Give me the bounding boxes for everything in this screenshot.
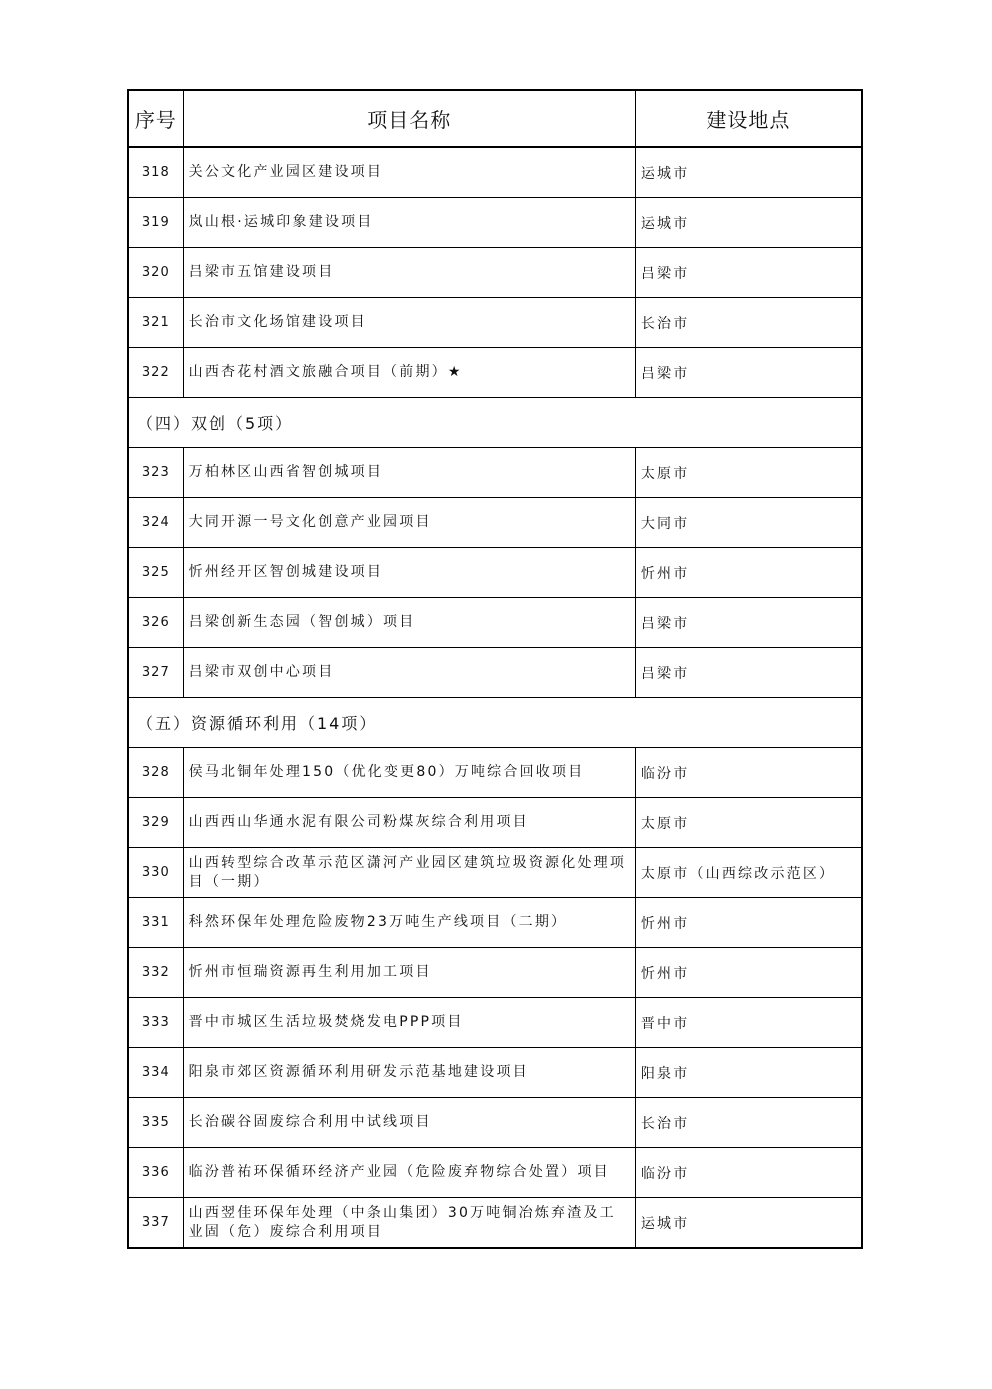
row-number: 329 (128, 798, 183, 848)
project-location: 运城市 (635, 147, 862, 198)
project-location: 长治市 (635, 1098, 862, 1148)
project-location: 阳泉市 (635, 1048, 862, 1098)
table-row (128, 1048, 862, 1098)
header-no: 序号 (128, 90, 183, 147)
project-name: 吕梁创新生态园（智创城）项目 (183, 598, 635, 648)
project-location: 吕梁市 (635, 648, 862, 698)
table-row (128, 147, 862, 198)
project-name: 临汾普祐环保循环经济产业园（危险废弃物综合处置）项目 (183, 1148, 635, 1198)
row-number: 328 (128, 748, 183, 798)
table-row (128, 198, 862, 248)
row-number: 323 (128, 448, 183, 498)
row-number: 334 (128, 1048, 183, 1098)
project-location: 太原市（山西综改示范区） (635, 848, 862, 898)
project-location: 临汾市 (635, 748, 862, 798)
row-number: 319 (128, 198, 183, 248)
project-name: 大同开源一号文化创意产业园项目 (183, 498, 635, 548)
row-number: 332 (128, 948, 183, 998)
row-number: 333 (128, 998, 183, 1048)
project-name: 吕梁市五馆建设项目 (183, 248, 635, 298)
section-title: （五）资源循环利用（14项） (128, 698, 862, 748)
project-location: 太原市 (635, 798, 862, 848)
project-location: 忻州市 (635, 898, 862, 948)
row-number: 330 (128, 848, 183, 898)
project-location: 忻州市 (635, 948, 862, 998)
project-name: 山西翌佳环保年处理（中条山集团）30万吨铜冶炼弃渣及工业固（危）废综合利用项目 (183, 1198, 635, 1249)
table-header (128, 90, 862, 147)
project-location: 忻州市 (635, 548, 862, 598)
project-name: 忻州市恒瑞资源再生利用加工项目 (183, 948, 635, 998)
project-location: 吕梁市 (635, 248, 862, 298)
project-name: 侯马北铜年处理150（优化变更80）万吨综合回收项目 (183, 748, 635, 798)
project-name: 岚山根·运城印象建设项目 (183, 198, 635, 248)
project-location: 吕梁市 (635, 348, 862, 398)
table-row (128, 498, 862, 548)
table-row (128, 648, 862, 698)
header-name: 项目名称 (183, 90, 635, 147)
table-row (128, 998, 862, 1048)
row-number: 320 (128, 248, 183, 298)
table-row (128, 848, 862, 898)
row-number: 336 (128, 1148, 183, 1198)
project-name: 晋中市城区生活垃圾焚烧发电PPP项目 (183, 998, 635, 1048)
project-location: 运城市 (635, 1198, 862, 1249)
project-table (127, 89, 863, 1249)
project-location: 长治市 (635, 298, 862, 348)
project-location: 临汾市 (635, 1148, 862, 1198)
project-name: 山西西山华通水泥有限公司粉煤灰综合利用项目 (183, 798, 635, 848)
row-number: 321 (128, 298, 183, 348)
table-row (128, 748, 862, 798)
section-row (128, 698, 862, 748)
project-name: 万柏林区山西省智创城项目 (183, 448, 635, 498)
project-name: 吕梁市双创中心项目 (183, 648, 635, 698)
table-row (128, 798, 862, 848)
table-row (128, 1198, 862, 1249)
project-name: 忻州经开区智创城建设项目 (183, 548, 635, 598)
project-name: 山西转型综合改革示范区潇河产业园区建筑垃圾资源化处理项目（一期） (183, 848, 635, 898)
project-name: 阳泉市郊区资源循环利用研发示范基地建设项目 (183, 1048, 635, 1098)
header-location: 建设地点 (635, 90, 862, 147)
project-name: 长治市文化场馆建设项目 (183, 298, 635, 348)
table-row (128, 1148, 862, 1198)
table-row (128, 548, 862, 598)
section-row (128, 398, 862, 448)
row-number: 322 (128, 348, 183, 398)
row-number: 326 (128, 598, 183, 648)
table-row (128, 248, 862, 298)
project-location: 运城市 (635, 198, 862, 248)
project-location: 太原市 (635, 448, 862, 498)
table-row (128, 948, 862, 998)
table-row (128, 1098, 862, 1148)
table-row (128, 598, 862, 648)
project-location: 大同市 (635, 498, 862, 548)
row-number: 337 (128, 1198, 183, 1249)
row-number: 324 (128, 498, 183, 548)
table-body (128, 147, 862, 1248)
project-name: 关公文化产业园区建设项目 (183, 147, 635, 198)
project-name: 科然环保年处理危险废物23万吨生产线项目（二期） (183, 898, 635, 948)
section-title: （四）双创（5项） (128, 398, 862, 448)
project-name: 长治碳谷固废综合利用中试线项目 (183, 1098, 635, 1148)
project-location: 吕梁市 (635, 598, 862, 648)
row-number: 318 (128, 147, 183, 198)
row-number: 327 (128, 648, 183, 698)
table-row (128, 898, 862, 948)
row-number: 325 (128, 548, 183, 598)
row-number: 331 (128, 898, 183, 948)
row-number: 335 (128, 1098, 183, 1148)
project-name: 山西杏花村酒文旅融合项目（前期）★ (183, 348, 635, 398)
table-row (128, 448, 862, 498)
table-row (128, 348, 862, 398)
project-location: 晋中市 (635, 998, 862, 1048)
table-row (128, 298, 862, 348)
